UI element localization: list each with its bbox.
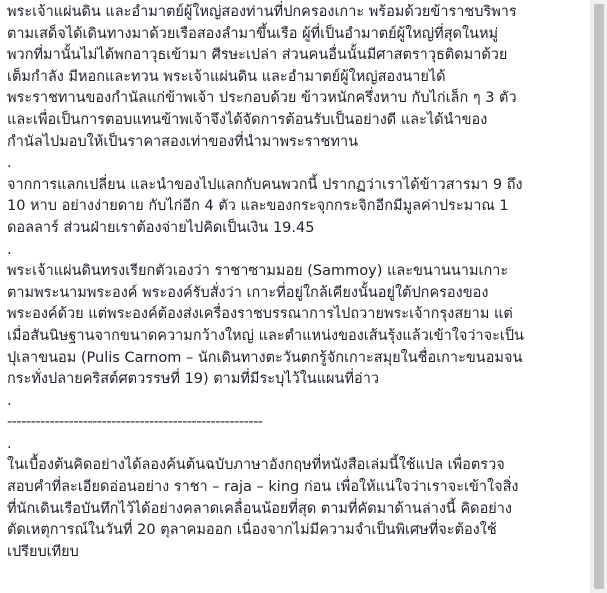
paragraph-raja-sammoy: พระเจ้าแผ่นดินทรงเรียกตัวเองว่า ราชาซามมอย (Sammoy) และขนานนามเกาะ ตามพระนามพระองค์ พระองค์รับสั่งว่า เกาะที่อยู่ใกล้เคียงนั้นอยู่ใต้ปกครองของ พระองค์ด้วย แต่พระองค์ต้องส่งเครื่องราชบรรณาการไปถวายพระเจ้ากรุงสยาม แต่ เมื่อสันนิษฐานจากขนาดความกว้างใหญ่ และตำแหน่งของเส้นรุ้งแล้วเข้าใจว่าจะเป็น ปุเลาขนอม (Pulis Carnom – นักเดินทางตะวันตกรู้จักเกาะสมุยในชื่อเกาะขนอมจน กระทั่งปลายคริสต์ศตวรรษที่ 19) ตามที่มีระบุไว้ในแผนที่อ่าว (7, 263, 524, 388)
scrollbar-thumb[interactable] (594, 4, 604, 589)
paragraph-english-source: ในเบื้องต้นคิดอย่างได้ลองค้นต้นฉบับภาษาอังกฤษที่หนังสือเล่มนี้ใช้แปล เพื่อตรวจ สอบคำที่ละเอียดอ่อนอย่าง ราชา – raja – king ก่อน เพื่อให้แน่ใจว่าเราจะเข้าใจสิ่ง ที่นักเดินเรือบันทึกไว้ได้อย่างคลาดเคลื่อนน้อยที่สุด ตามที่คัดมาด้านล่างนี้ คิดอย่าง ตัดเหตุการณ์ในวันที่ 20 ตุลาคมออก เนื่องจากไม่มีความจำเป็นพิเศษที่จะต้องใช้ เปรียบเทียบ (7, 457, 519, 560)
paragraph-king-visit: พระเจ้าแผ่นดิน และอำมาตย์ผู้ใหญ่สองท่านที่ปกครองเกาะ พร้อมด้วยข้าราชบริพาร ตามเสด็จได้เดินทางมาด้วยเรือสองลำมาขึ้นเรือ ผู้ที่เป็นอำมาตย์ผู้ใหญ่ที่สุดในหมู่ พวกที่มานั้นไม่ได้พกอาวุธเข้ามา ศีรษะเปล่า ส่วนคนอื่นนั้นมีศาสตราวุธติดมาด้วย เต็มกำลัง มีหอกและทวน พระเจ้าแผ่นดิน และอำมาตย์ผู้ใหญ่สองนายได้ พระราชทานของกำนัลแก่ข้าพเจ้า ประกอบด้วย ข้าวหนักครึ่งหาบ กับไก่เล็ก ๆ 3 ตัว และเพื่อเป็นการตอบแทนข้าพเจ้าจึงได้จัดการต้อนรับเป็นอย่างดี และได้นำของ กำนัลไปมอบให้เป็นราคาสองเท่าของที่นำมาพระราชทาน (7, 4, 517, 150)
dot-separator: . (7, 435, 12, 452)
dot-separator: . (7, 241, 12, 258)
dashed-divider: ------------------------------------------------------ (7, 414, 263, 431)
dot-separator: . (7, 155, 12, 172)
dot-separator: . (7, 392, 12, 409)
vertical-scrollbar[interactable] (590, 0, 607, 593)
paragraph-exchange: จากการแลกเปลี่ยน และนำของไปแลกกับคนพวกนี้ ปรากฏว่าเราได้ข้าวสารมา 9 ถึง 10 หาบ อย่างง่ายดาย กับไก่อีก 4 ตัว และของกระจุกกระจิกอีกมีมูลค่าประมาณ 1 ดอลลาร์ ส่วนฝ่ายเราต้องจ่ายไปคิดเป็นเงิน 19.45 (7, 176, 523, 236)
